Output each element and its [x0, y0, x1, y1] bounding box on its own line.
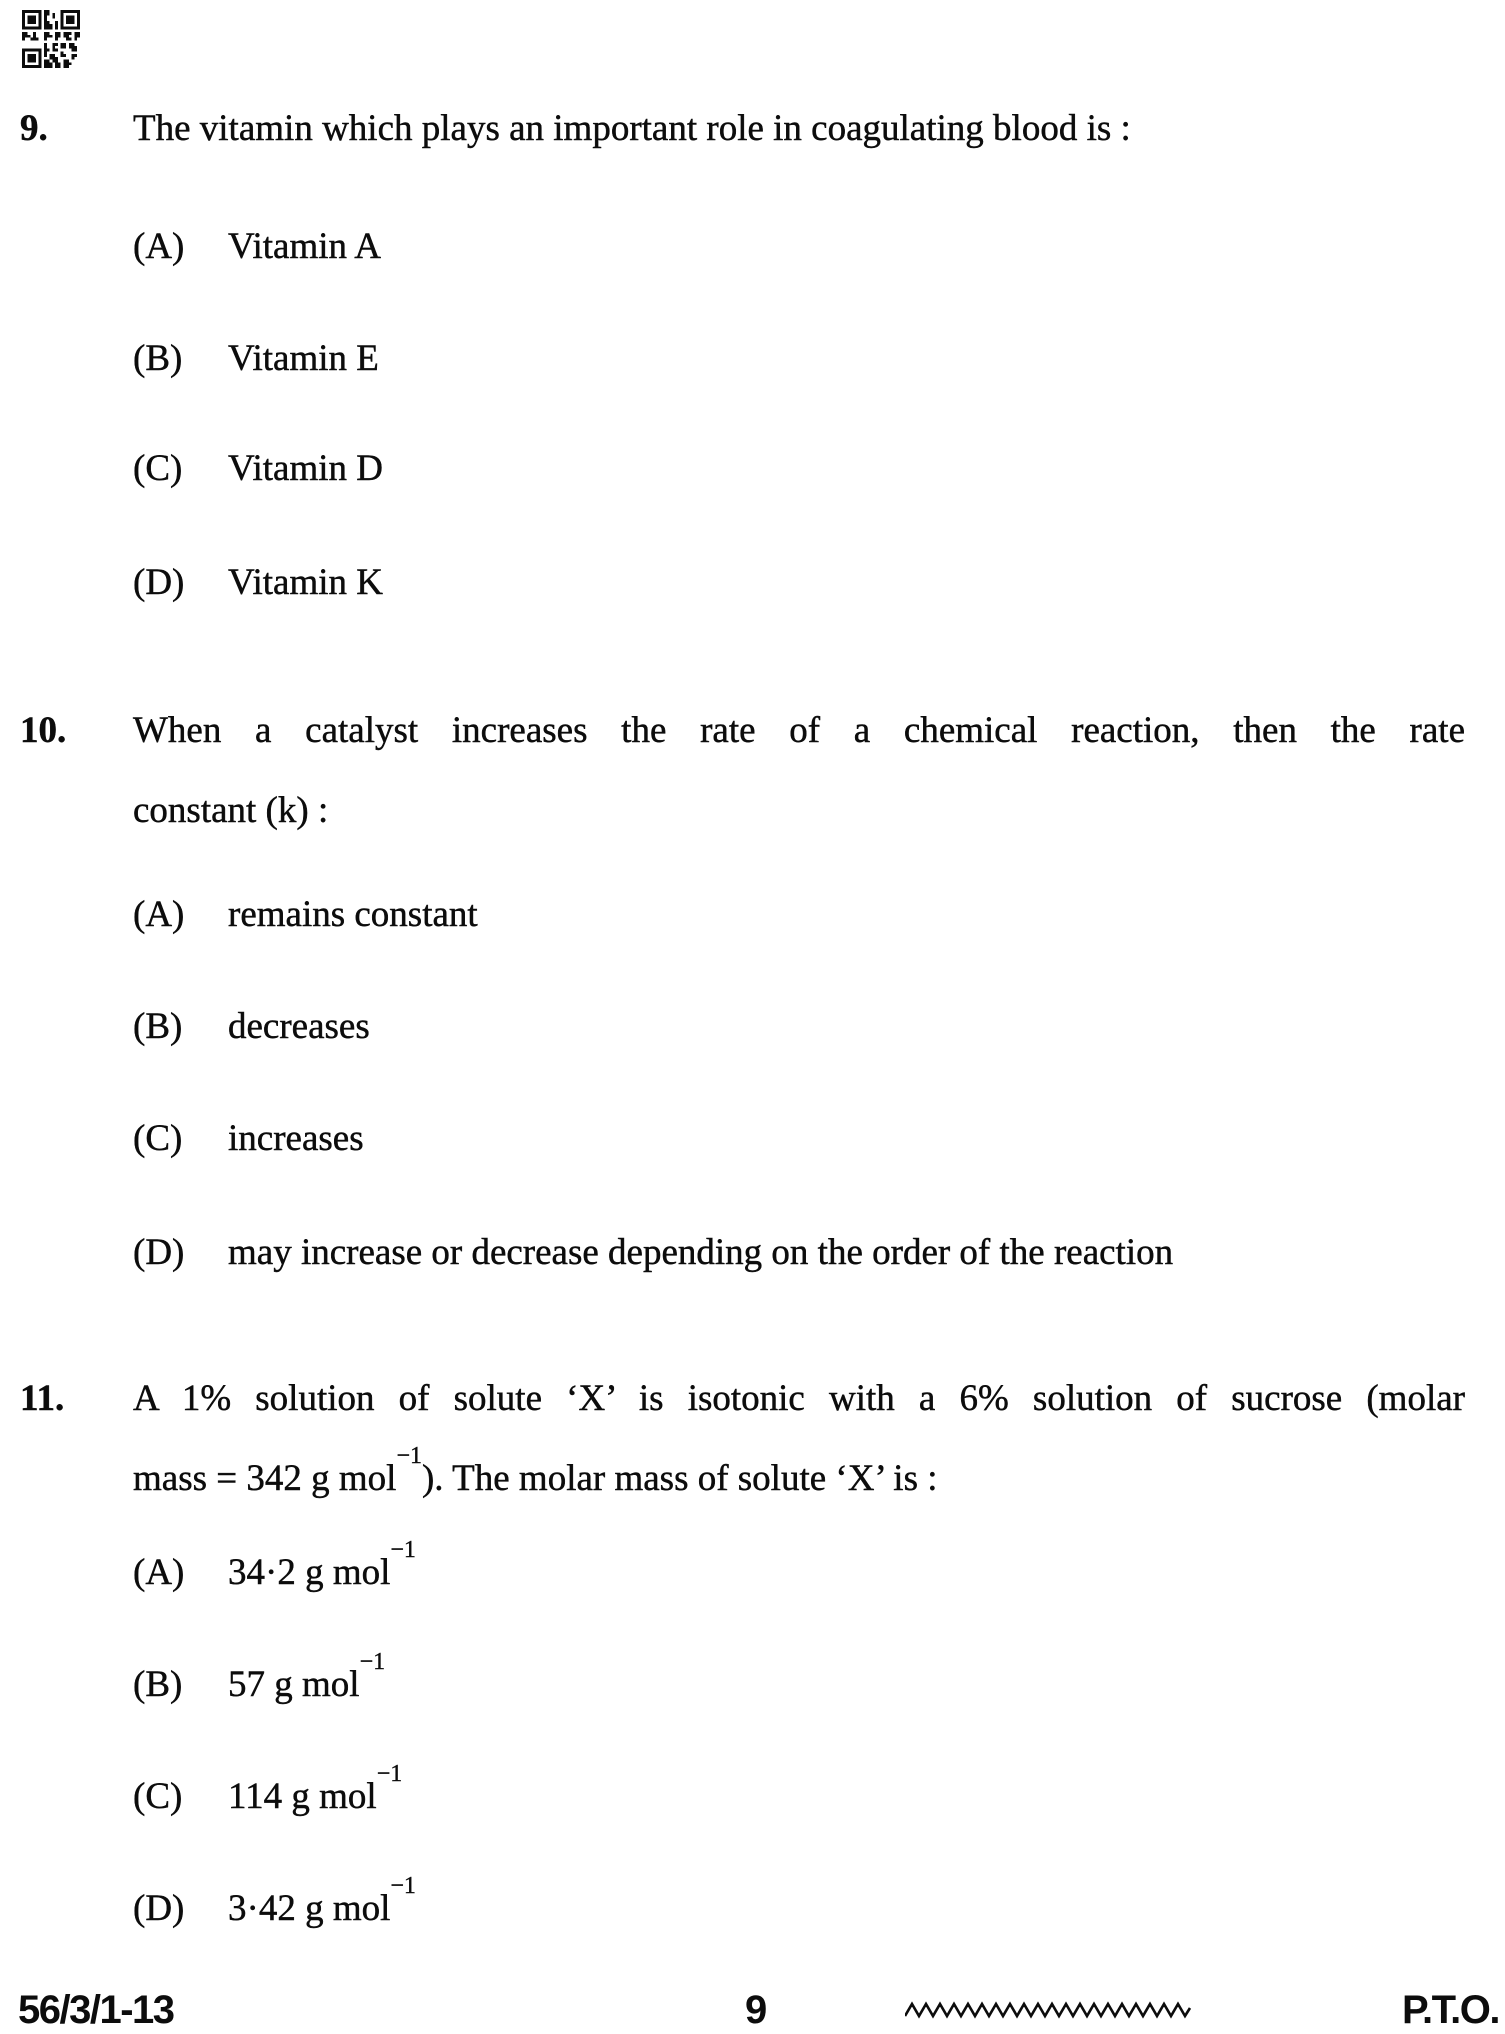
option-row	[133, 1537, 1505, 1595]
option-row	[133, 225, 1505, 269]
superscript-exponent: −1	[390, 1873, 416, 1900]
option-row	[133, 1649, 1505, 1707]
paper-code: 56/3/1-13	[18, 1988, 174, 2032]
question-text	[133, 1359, 1465, 1519]
question-line-2	[133, 1439, 1465, 1519]
option-label: (A)	[133, 1552, 185, 1593]
question-line-2: constant (k) :	[133, 790, 329, 831]
superscript-exponent: −1	[359, 1649, 386, 1676]
option-value: 3·42 g mol	[228, 1888, 391, 1929]
option-text: Vitamin D	[228, 448, 384, 489]
option-value: 114 g mol	[228, 1776, 377, 1817]
option-row	[133, 1117, 1505, 1161]
question-text: The vitamin which plays an important role in coagulating blood is :	[133, 108, 1131, 149]
question-line-2-pre: mass = 342 g mol	[133, 1458, 397, 1499]
question-9	[0, 107, 1505, 151]
option-label: (D)	[133, 1232, 185, 1273]
page-number: 9	[745, 1988, 766, 2032]
option-label: (A)	[133, 894, 185, 935]
option-row	[133, 447, 1505, 491]
question-10	[0, 691, 1505, 851]
option-row	[133, 337, 1505, 381]
option-text	[228, 1873, 416, 1931]
option-label: (B)	[133, 1006, 183, 1047]
option-row	[133, 1873, 1505, 1931]
option-value: 57 g mol	[228, 1664, 360, 1705]
option-label: (C)	[133, 1118, 183, 1159]
qr-code-icon	[22, 10, 80, 68]
question-number: 10.	[20, 710, 67, 751]
option-label: (D)	[133, 1888, 185, 1929]
option-text: Vitamin A	[228, 226, 381, 267]
option-row	[133, 561, 1505, 605]
question-line-2-post: ). The molar mass of solute ‘X’ is :	[421, 1458, 938, 1499]
option-text: remains constant	[228, 894, 478, 935]
option-label: (B)	[133, 338, 183, 379]
option-text: increases	[228, 1118, 364, 1159]
question-number: 11.	[20, 1378, 65, 1419]
question-line-1: When a catalyst increases the rate of a chemical reaction, then the rate	[133, 710, 1465, 751]
option-text: Vitamin E	[228, 338, 379, 379]
option-row	[133, 893, 1505, 937]
superscript-exponent: −1	[376, 1761, 403, 1788]
option-text	[228, 1761, 403, 1819]
superscript-exponent: −1	[396, 1443, 422, 1470]
option-label: (A)	[133, 226, 185, 267]
question-line-1: A 1% solution of solute ‘X’ is isotonic with a 6% solution of sucrose (molar	[133, 1378, 1465, 1419]
option-text: may increase or decrease depending on the order of the reaction	[228, 1232, 1174, 1273]
option-text: Vitamin K	[228, 562, 384, 603]
squiggle-divider	[905, 1999, 1195, 2021]
option-label: (B)	[133, 1664, 183, 1705]
option-row	[133, 1005, 1505, 1049]
option-text	[228, 1649, 386, 1707]
pto-label: P.T.O.	[1402, 1988, 1499, 2032]
option-value: 34·2 g mol	[228, 1552, 391, 1593]
option-row	[133, 1761, 1505, 1819]
question-number: 9.	[20, 108, 48, 149]
option-label: (C)	[133, 448, 183, 489]
option-row	[133, 1231, 1505, 1275]
question-text	[133, 691, 1465, 851]
superscript-exponent: −1	[390, 1537, 416, 1564]
option-label: (D)	[133, 562, 185, 603]
option-label: (C)	[133, 1776, 183, 1817]
option-text	[228, 1537, 416, 1595]
option-text: decreases	[228, 1006, 370, 1047]
question-11	[0, 1359, 1505, 1519]
